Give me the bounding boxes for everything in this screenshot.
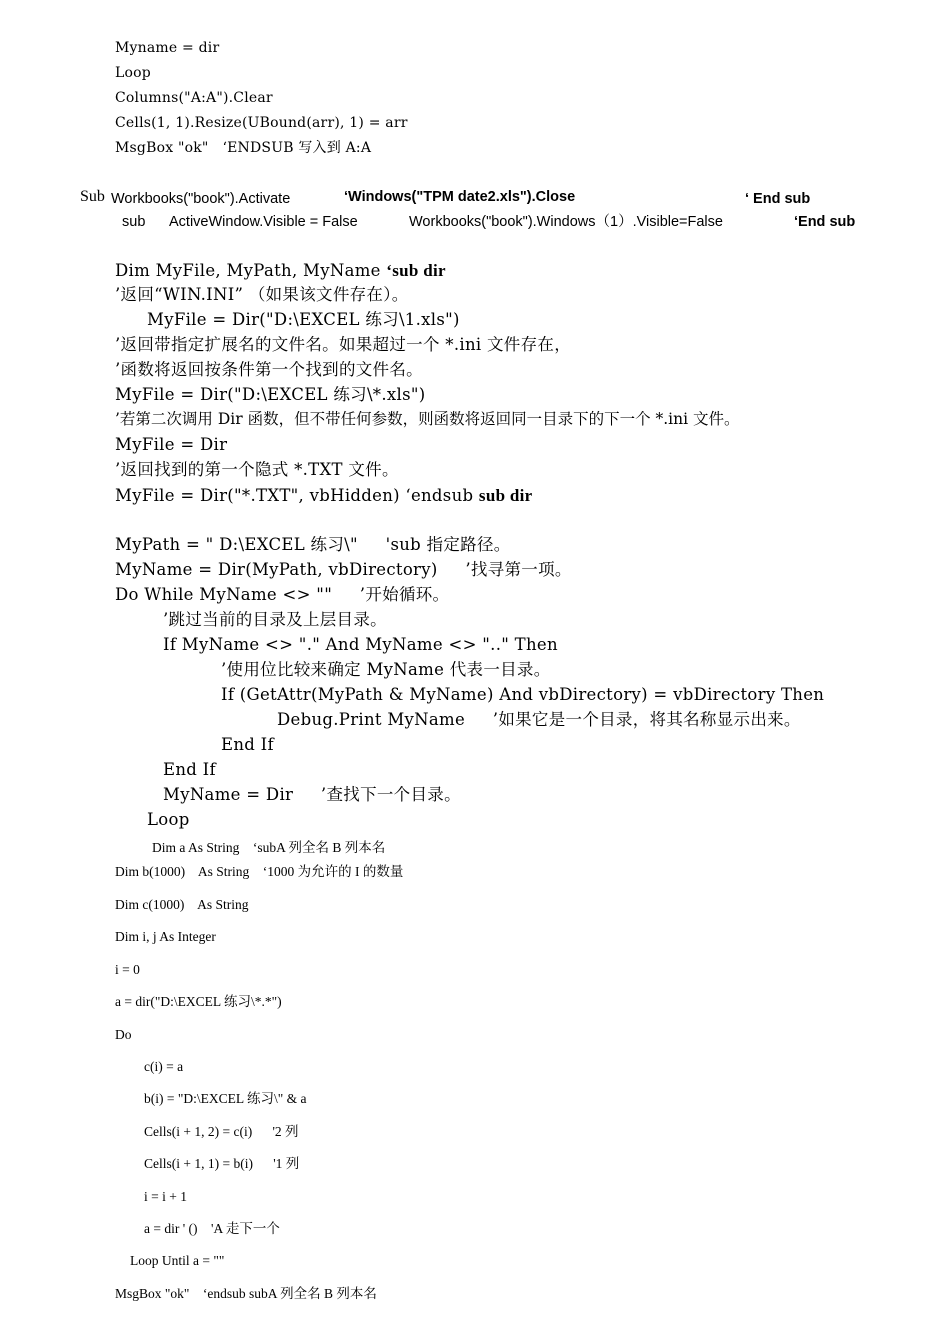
code-line: If MyName <> "." And MyName <> ".." Then — [163, 635, 558, 654]
code-comment: ’返回找到的第一个隐式 *.TXT 文件。 — [115, 460, 399, 479]
code-line: MyFile = Dir("D:\EXCEL 练习\*.xls") — [115, 385, 426, 404]
sub-keyword: Sub — [80, 188, 105, 205]
code-line: i = 0 — [115, 962, 140, 977]
code-comment: ‘End sub — [794, 214, 856, 230]
code-line: i = i + 1 — [144, 1189, 187, 1204]
code-line: End If — [221, 735, 274, 754]
code-line: MyName = Dir(MyPath, vbDirectory) ’找寻第一项。 — [115, 560, 572, 579]
code-line: MsgBox "ok" ‘ENDSUB 写入到 A:A — [115, 140, 372, 156]
code-line: Workbooks("book").Windows（1）.Visible=False — [409, 214, 723, 230]
code-line: MyFile = Dir — [115, 435, 228, 454]
code-comment: ’跳过当前的目录及上层目录。 — [163, 610, 387, 629]
code-line: a = dir("D:\EXCEL 练习\*.*") — [115, 994, 282, 1009]
code-line: MyPath = " D:\EXCEL 练习\" 'sub 指定路径。 — [115, 535, 511, 554]
code-line — [115, 262, 446, 280]
code-text: Dim MyFile, MyPath, MyName — [115, 261, 387, 280]
code-line: MsgBox "ok" ‘endsub subA 列全名 B 列本名 — [115, 1286, 377, 1301]
code-line: Cells(i + 1, 1) = b(i) '1 列 — [144, 1156, 300, 1171]
code-line: If (GetAttr(MyPath & MyName) And vbDirectory) = vbDirectory Then — [221, 685, 825, 704]
code-line: c(i) = a — [144, 1059, 184, 1074]
code-line: Do — [115, 1027, 132, 1042]
code-comment: ’使用位比较来确定 MyName 代表一目录。 — [221, 660, 551, 679]
code-line: Loop — [115, 65, 151, 81]
code-line: Cells(i + 1, 2) = c(i) '2 列 — [144, 1124, 299, 1139]
code-line: Cells(1, 1).Resize(UBound(arr), 1) = arr — [115, 115, 408, 131]
code-comment: ‘ End sub — [745, 191, 811, 207]
code-line: ActiveWindow.Visible = False — [169, 214, 358, 230]
code-line: a = dir ' () 'A 走下一个 — [144, 1221, 280, 1236]
code-line: Workbooks("book").Activate — [111, 191, 291, 207]
code-comment: ’返回“WIN.INI” （如果该文件存在）。 — [115, 285, 409, 304]
code-comment: ’若第二次调用 Dir 函数，但不带任何参数，则函数将返回同一目录下的下一个 *.ini 文件。 — [115, 410, 740, 428]
code-comment: ‘Windows("TPM date2.xls").Close — [344, 189, 576, 205]
code-line: Dim b(1000) As String ‘1000 为允许的 I 的数量 — [115, 864, 404, 879]
code-line: MyFile = Dir("D:\EXCEL 练习\1.xls") — [147, 310, 460, 329]
bold-comment: sub dir — [478, 486, 533, 505]
sub-keyword: sub — [122, 214, 146, 230]
code-line: End If — [163, 760, 216, 779]
code-line: Dim a As String ‘subA 列全名 B 列本名 — [152, 840, 386, 855]
code-comment: ’函数将返回按条件第一个找到的文件名。 — [115, 360, 423, 379]
code-line: Loop — [147, 810, 190, 829]
code-comment: ’返回带指定扩展名的文件名。如果超过一个 *.ini 文件存在， — [115, 335, 572, 354]
code-line: MyName = Dir ’查找下一个目录。 — [163, 785, 461, 804]
code-text: MyFile = Dir("*.TXT", vbHidden) ‘endsub — [115, 486, 479, 505]
code-line: Debug.Print MyName ’如果它是一个目录，将其名称显示出来。 — [277, 710, 801, 729]
code-line: Loop Until a = "" — [130, 1253, 225, 1268]
bold-comment: ‘sub dir — [386, 261, 446, 280]
code-line — [115, 487, 533, 505]
code-line: Myname = dir — [115, 40, 220, 56]
code-line: Dim c(1000) As String — [115, 897, 249, 912]
code-line: b(i) = "D:\EXCEL 练习\" & a — [144, 1091, 307, 1106]
code-line: Dim i, j As Integer — [115, 929, 216, 944]
code-line: Do While MyName <> "" ’开始循环。 — [115, 585, 450, 604]
code-line: Columns("A:A").Clear — [115, 90, 273, 106]
